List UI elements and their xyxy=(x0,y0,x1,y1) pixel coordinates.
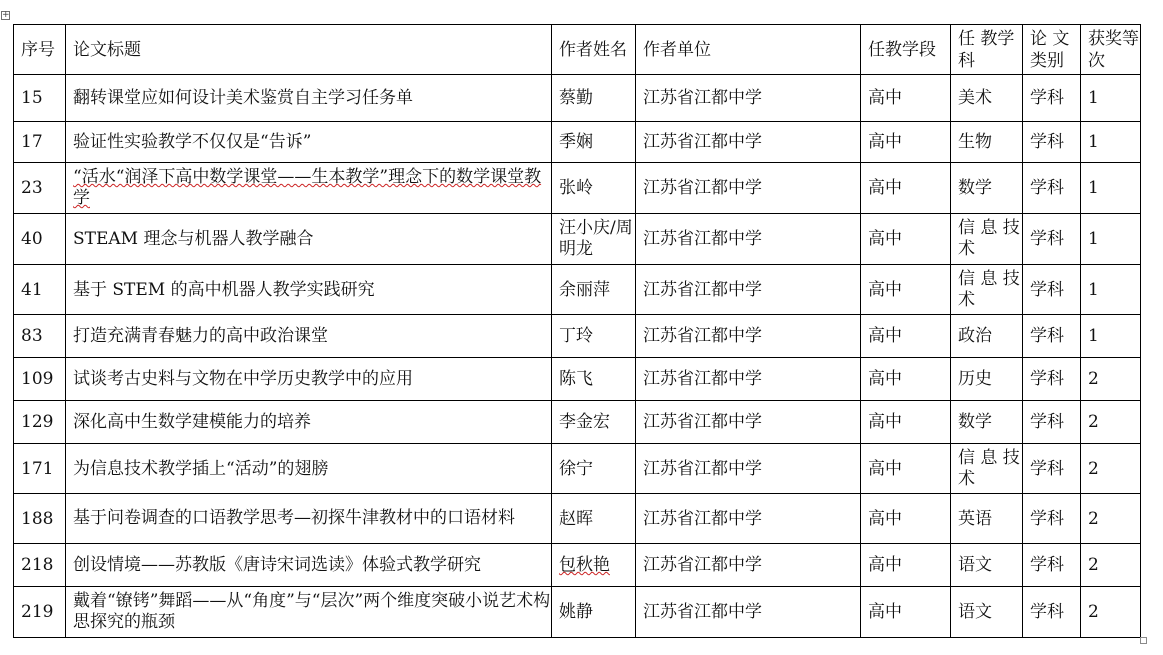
cell-unit[interactable]: 江苏省江都中学 xyxy=(636,444,861,494)
cell-stage[interactable]: 高中 xyxy=(861,358,951,401)
cell-subject[interactable]: 数学 xyxy=(951,163,1023,214)
cell-stage[interactable]: 高中 xyxy=(861,163,951,214)
cell-no[interactable]: 41 xyxy=(14,265,66,315)
cell-unit[interactable]: 江苏省江都中学 xyxy=(636,315,861,358)
cell-stage[interactable]: 高中 xyxy=(861,444,951,494)
cell-no[interactable]: 219 xyxy=(14,587,66,638)
cell-rank[interactable]: 2 xyxy=(1081,544,1141,587)
table-row xyxy=(14,315,1141,358)
cell-title[interactable]: 试谈考古史料与文物在中学历史教学中的应用 xyxy=(66,358,552,401)
cell-title[interactable] xyxy=(66,163,552,214)
cell-subject[interactable]: 语文 xyxy=(951,587,1023,638)
cell-category[interactable]: 学科 xyxy=(1023,122,1081,163)
cell-rank[interactable]: 2 xyxy=(1081,401,1141,444)
cell-subject[interactable]: 信 息 技术 xyxy=(951,444,1023,494)
cell-no[interactable]: 15 xyxy=(14,75,66,122)
cell-no[interactable]: 40 xyxy=(14,214,66,265)
cell-category[interactable]: 学科 xyxy=(1023,544,1081,587)
cell-subject[interactable]: 美术 xyxy=(951,75,1023,122)
cell-unit[interactable]: 江苏省江都中学 xyxy=(636,265,861,315)
table-row xyxy=(14,358,1141,401)
cell-subject[interactable]: 数学 xyxy=(951,401,1023,444)
cell-unit[interactable]: 江苏省江都中学 xyxy=(636,163,861,214)
cell-stage[interactable]: 高中 xyxy=(861,401,951,444)
cell-category[interactable]: 学科 xyxy=(1023,494,1081,544)
cell-author[interactable]: 汪小庆/周明龙 xyxy=(552,214,636,265)
cell-category[interactable]: 学科 xyxy=(1023,265,1081,315)
cell-rank[interactable]: 1 xyxy=(1081,122,1141,163)
cell-no[interactable]: 17 xyxy=(14,122,66,163)
cell-rank[interactable]: 1 xyxy=(1081,315,1141,358)
cell-rank[interactable]: 2 xyxy=(1081,587,1141,638)
cell-category[interactable]: 学科 xyxy=(1023,75,1081,122)
spellcheck-underline: “活水“润泽下高中数学课堂——生本教学”理念下的数学课堂教学 xyxy=(73,167,542,208)
cell-author[interactable]: 季娴 xyxy=(552,122,636,163)
table-row xyxy=(14,122,1141,163)
cell-no[interactable]: 23 xyxy=(14,163,66,214)
cell-title[interactable]: 基于问卷调查的口语教学思考—初探牛津教材中的口语材料 xyxy=(66,494,552,544)
cell-author[interactable]: 张岭 xyxy=(552,163,636,214)
header-author[interactable]: 作者姓名 xyxy=(552,25,636,75)
cell-rank[interactable]: 2 xyxy=(1081,444,1141,494)
cell-author[interactable]: 丁玲 xyxy=(552,315,636,358)
cell-unit[interactable]: 江苏省江都中学 xyxy=(636,214,861,265)
cell-author[interactable]: 蔡勤 xyxy=(552,75,636,122)
header-title[interactable]: 论文标题 xyxy=(66,25,552,75)
table-row xyxy=(14,75,1141,122)
cell-subject[interactable]: 语文 xyxy=(951,544,1023,587)
cell-stage[interactable]: 高中 xyxy=(861,315,951,358)
table-row xyxy=(14,214,1141,265)
cell-unit[interactable]: 江苏省江都中学 xyxy=(636,122,861,163)
cell-subject[interactable]: 政治 xyxy=(951,315,1023,358)
cell-unit[interactable]: 江苏省江都中学 xyxy=(636,401,861,444)
cell-author[interactable]: 姚静 xyxy=(552,587,636,638)
cell-subject[interactable]: 信 息 技术 xyxy=(951,265,1023,315)
cell-title[interactable]: STEAM 理念与机器人教学融合 xyxy=(66,214,552,265)
cell-author[interactable] xyxy=(552,544,636,587)
cell-author[interactable]: 余丽萍 xyxy=(552,265,636,315)
cell-no[interactable]: 171 xyxy=(14,444,66,494)
cell-category[interactable]: 学科 xyxy=(1023,444,1081,494)
cell-title[interactable]: 戴着“镣铐”舞蹈——从“角度”与“层次”两个维度突破小说艺术构思探究的瓶颈 xyxy=(66,587,552,638)
cell-rank[interactable]: 1 xyxy=(1081,163,1141,214)
cell-stage[interactable]: 高中 xyxy=(861,265,951,315)
cell-unit[interactable]: 江苏省江都中学 xyxy=(636,358,861,401)
table-row xyxy=(14,265,1141,315)
cell-subject[interactable]: 历史 xyxy=(951,358,1023,401)
cell-stage[interactable]: 高中 xyxy=(861,214,951,265)
cell-subject[interactable]: 生物 xyxy=(951,122,1023,163)
cell-category[interactable]: 学科 xyxy=(1023,587,1081,638)
cell-no[interactable]: 83 xyxy=(14,315,66,358)
cell-title[interactable]: 验证性实验教学不仅仅是“告诉” xyxy=(66,122,552,163)
header-subject[interactable]: 任 教学科 xyxy=(951,25,1023,75)
header-stage[interactable]: 任教学段 xyxy=(861,25,951,75)
cell-unit[interactable]: 江苏省江都中学 xyxy=(636,544,861,587)
table-row xyxy=(14,163,1141,214)
cell-stage[interactable]: 高中 xyxy=(861,544,951,587)
cell-stage[interactable]: 高中 xyxy=(861,122,951,163)
cell-stage[interactable]: 高中 xyxy=(861,75,951,122)
cell-stage[interactable]: 高中 xyxy=(861,587,951,638)
cell-author[interactable]: 李金宏 xyxy=(552,401,636,444)
table-row xyxy=(14,494,1141,544)
cell-author[interactable]: 徐宁 xyxy=(552,444,636,494)
header-unit[interactable]: 作者单位 xyxy=(636,25,861,75)
cell-title[interactable]: 翻转课堂应如何设计美术鉴赏自主学习任务单 xyxy=(66,75,552,122)
header-row xyxy=(14,25,1141,75)
table-move-handle[interactable]: + xyxy=(2,10,10,20)
cell-rank[interactable]: 2 xyxy=(1081,494,1141,544)
cell-title[interactable]: 基于 STEM 的高中机器人教学实践研究 xyxy=(66,265,552,315)
cell-stage[interactable]: 高中 xyxy=(861,494,951,544)
cell-subject[interactable]: 英语 xyxy=(951,494,1023,544)
header-no[interactable]: 序号 xyxy=(14,25,66,75)
cell-category[interactable]: 学科 xyxy=(1023,163,1081,214)
cell-author[interactable]: 赵晖 xyxy=(552,494,636,544)
cell-title[interactable]: 深化高中生数学建模能力的培养 xyxy=(66,401,552,444)
cell-rank[interactable]: 1 xyxy=(1081,214,1141,265)
cell-no[interactable]: 129 xyxy=(14,401,66,444)
table-resize-handle[interactable] xyxy=(1140,637,1147,644)
cell-rank[interactable]: 1 xyxy=(1081,75,1141,122)
cell-title[interactable]: 为信息技术教学插上“活动”的翅膀 xyxy=(66,444,552,494)
cell-rank[interactable]: 2 xyxy=(1081,358,1141,401)
cell-title[interactable]: 打造充满青春魅力的高中政治课堂 xyxy=(66,315,552,358)
award-papers-table xyxy=(13,24,1141,638)
spellcheck-underline: 包秋艳 xyxy=(559,555,610,575)
header-category[interactable]: 论 文类别 xyxy=(1023,25,1081,75)
cell-category[interactable]: 学科 xyxy=(1023,315,1081,358)
cell-category[interactable]: 学科 xyxy=(1023,214,1081,265)
cell-no[interactable]: 188 xyxy=(14,494,66,544)
cell-category[interactable]: 学科 xyxy=(1023,401,1081,444)
cell-title[interactable]: 创设情境——苏教版《唐诗宋词选读》体验式教学研究 xyxy=(66,544,552,587)
table-row xyxy=(14,401,1141,444)
table-row xyxy=(14,587,1141,638)
cell-author[interactable]: 陈飞 xyxy=(552,358,636,401)
cell-unit[interactable]: 江苏省江都中学 xyxy=(636,494,861,544)
cell-unit[interactable]: 江苏省江都中学 xyxy=(636,587,861,638)
cell-unit[interactable]: 江苏省江都中学 xyxy=(636,75,861,122)
table-row xyxy=(14,544,1141,587)
cell-rank[interactable]: 1 xyxy=(1081,265,1141,315)
header-rank[interactable]: 获奖等次 xyxy=(1081,25,1141,75)
cell-category[interactable]: 学科 xyxy=(1023,358,1081,401)
cell-no[interactable]: 218 xyxy=(14,544,66,587)
cell-subject[interactable]: 信 息 技术 xyxy=(951,214,1023,265)
cell-no[interactable]: 109 xyxy=(14,358,66,401)
table-row xyxy=(14,444,1141,494)
